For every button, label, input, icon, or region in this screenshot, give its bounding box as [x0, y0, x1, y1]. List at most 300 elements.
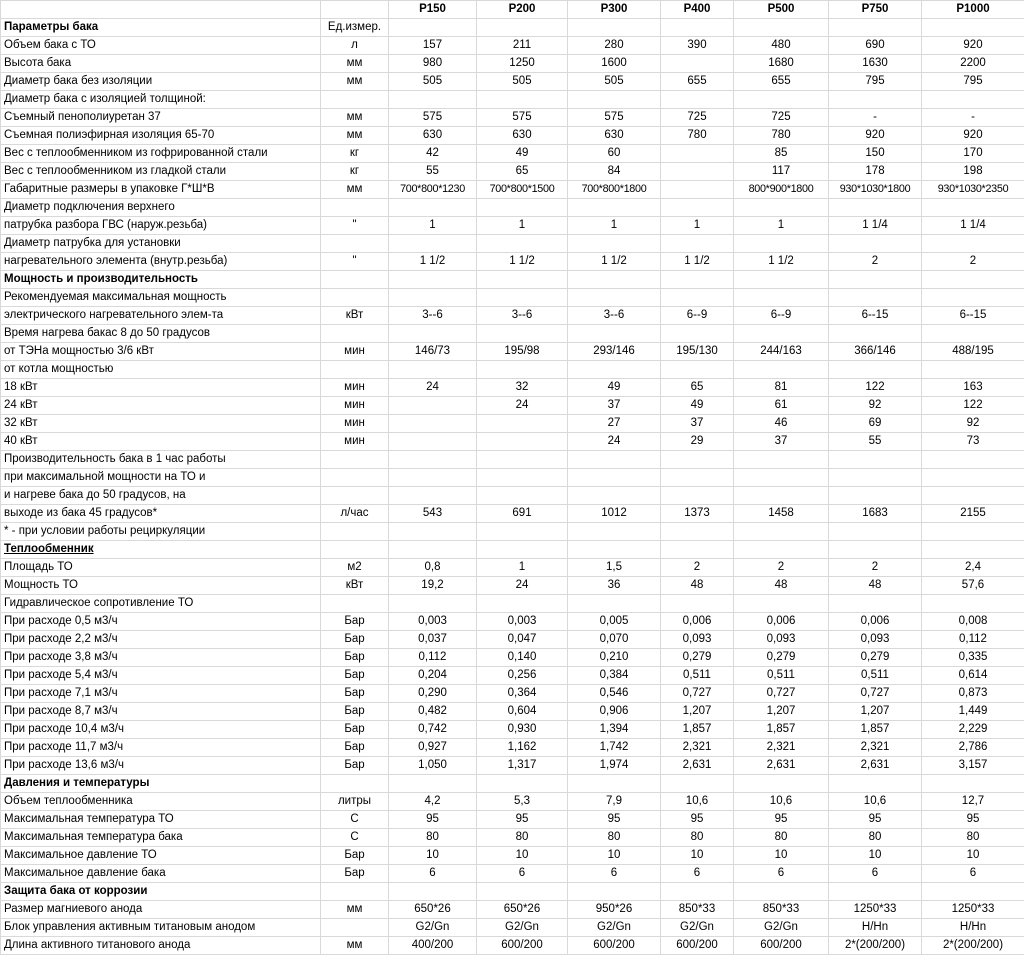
value-cell: 0,384 [568, 667, 661, 685]
value-cell: 1,394 [568, 721, 661, 739]
value-cell [568, 271, 661, 289]
value-cell: 2*(200/200) [922, 937, 1024, 955]
parameter-label-cell [1, 829, 321, 847]
value-cell: 24 [568, 433, 661, 451]
parameter-label-cell [1, 361, 321, 379]
value-cell [661, 469, 734, 487]
value-cell: G2/Gn [389, 919, 477, 937]
parameter-label: выходе из бака 45 градусов* [4, 507, 158, 519]
header-blank-cell [1, 1, 321, 19]
value-cell [734, 595, 829, 613]
parameter-label: Вес с теплообменником из гофрированной стали [4, 147, 268, 159]
section-header-row [1, 541, 1024, 559]
value-cell [477, 487, 568, 505]
value-cell [568, 451, 661, 469]
value-cell [477, 19, 568, 37]
parameter-label: Диаметр подключения верхнего [4, 201, 175, 213]
section-title-cell [1, 541, 321, 559]
table-row [1, 919, 1024, 937]
value-cell: 195/98 [477, 343, 568, 361]
value-cell [389, 487, 477, 505]
parameter-label: Диаметр бака без изоляции [4, 75, 153, 87]
value-cell: 19,2 [389, 577, 477, 595]
value-cell: 0,279 [829, 649, 922, 667]
value-cell: 10 [922, 847, 1024, 865]
parameter-label: Вес с теплообменником из гладкой стали [4, 165, 227, 177]
unit-cell: л/час [321, 505, 389, 523]
unit-cell: кВт [321, 307, 389, 325]
section-title-cell [1, 883, 321, 901]
parameter-label-cell [1, 199, 321, 217]
value-cell [734, 235, 829, 253]
unit-cell: мм [321, 937, 389, 955]
value-cell: 366/146 [829, 343, 922, 361]
value-cell [829, 541, 922, 559]
value-cell: - [829, 109, 922, 127]
parameter-label: Объем бака с ТО [4, 39, 96, 51]
value-cell [734, 451, 829, 469]
value-cell [568, 469, 661, 487]
unit-cell [321, 487, 389, 505]
value-cell [829, 325, 922, 343]
value-cell: 95 [922, 811, 1024, 829]
parameter-label-cell [1, 451, 321, 469]
value-cell: 575 [477, 109, 568, 127]
value-cell [829, 235, 922, 253]
parameter-label-cell [1, 901, 321, 919]
value-cell [477, 523, 568, 541]
value-cell: 7,9 [568, 793, 661, 811]
value-cell: 80 [922, 829, 1024, 847]
value-cell: 81 [734, 379, 829, 397]
unit-cell: кВт [321, 577, 389, 595]
value-cell [734, 541, 829, 559]
value-cell: 95 [477, 811, 568, 829]
unit-cell: Бар [321, 649, 389, 667]
parameter-label-cell [1, 289, 321, 307]
parameter-label: от котла мощностью [4, 363, 114, 375]
parameter-label-cell [1, 433, 321, 451]
table-row [1, 901, 1024, 919]
value-cell: 80 [389, 829, 477, 847]
table-row [1, 217, 1024, 235]
value-cell: G2/Gn [568, 919, 661, 937]
value-cell [829, 883, 922, 901]
value-cell: 10,6 [661, 793, 734, 811]
value-cell: 0,727 [734, 685, 829, 703]
table-row [1, 361, 1024, 379]
value-cell: 49 [477, 145, 568, 163]
value-cell [568, 289, 661, 307]
value-cell: 1 1/4 [922, 217, 1024, 235]
value-cell [829, 451, 922, 469]
value-cell: 600/200 [568, 937, 661, 955]
value-cell [477, 91, 568, 109]
value-cell: 930*1030*2350 [922, 181, 1024, 199]
unit-cell: Бар [321, 667, 389, 685]
value-cell: 80 [568, 829, 661, 847]
table-row [1, 325, 1024, 343]
value-cell [661, 181, 734, 199]
value-cell: 1,857 [829, 721, 922, 739]
table-row [1, 307, 1024, 325]
value-cell [829, 469, 922, 487]
value-cell: 0,727 [829, 685, 922, 703]
value-cell: 1 1/2 [568, 253, 661, 271]
value-cell: 600/200 [734, 937, 829, 955]
value-cell: 0,204 [389, 667, 477, 685]
value-cell [661, 487, 734, 505]
header-row [1, 1, 1024, 19]
model-header-cell: Р300 [568, 1, 661, 19]
unit-cell: мин [321, 379, 389, 397]
value-cell: 211 [477, 37, 568, 55]
parameter-label-cell [1, 793, 321, 811]
value-cell [829, 289, 922, 307]
unit-cell: С [321, 811, 389, 829]
value-cell: 69 [829, 415, 922, 433]
value-cell: 6 [568, 865, 661, 883]
parameter-label-cell [1, 811, 321, 829]
value-cell: 1012 [568, 505, 661, 523]
parameter-label: Максимальное давление бака [4, 867, 166, 879]
value-cell [389, 361, 477, 379]
table-row [1, 181, 1024, 199]
value-cell: 0,364 [477, 685, 568, 703]
parameter-label-cell [1, 919, 321, 937]
value-cell [389, 883, 477, 901]
value-cell [477, 541, 568, 559]
parameter-label-cell [1, 379, 321, 397]
value-cell [829, 91, 922, 109]
value-cell: 2200 [922, 55, 1024, 73]
value-cell: 48 [734, 577, 829, 595]
table-row [1, 703, 1024, 721]
value-cell [477, 271, 568, 289]
value-cell: 795 [922, 73, 1024, 91]
value-cell: 630 [568, 127, 661, 145]
parameter-label-cell [1, 415, 321, 433]
value-cell: 1 [734, 217, 829, 235]
value-cell: 0,140 [477, 649, 568, 667]
value-cell: 0,279 [734, 649, 829, 667]
value-cell: 1,449 [922, 703, 1024, 721]
value-cell [922, 487, 1024, 505]
table-row [1, 145, 1024, 163]
value-cell: 10,6 [829, 793, 922, 811]
value-cell [477, 289, 568, 307]
value-cell [922, 775, 1024, 793]
value-cell: 480 [734, 37, 829, 55]
table-row [1, 397, 1024, 415]
parameter-label-cell [1, 145, 321, 163]
table-row [1, 37, 1024, 55]
value-cell: G2/Gn [734, 919, 829, 937]
value-cell: 57,6 [922, 577, 1024, 595]
value-cell: 1,317 [477, 757, 568, 775]
parameter-label: Гидравлическое сопротивление ТО [4, 597, 194, 609]
parameter-label-cell [1, 181, 321, 199]
value-cell [389, 451, 477, 469]
value-cell [922, 451, 1024, 469]
parameter-label-cell [1, 307, 321, 325]
value-cell: 29 [661, 433, 734, 451]
parameter-label-cell [1, 487, 321, 505]
parameter-label-cell [1, 253, 321, 271]
value-cell [389, 415, 477, 433]
parameter-label-cell [1, 685, 321, 703]
parameter-label-cell [1, 163, 321, 181]
unit-cell: " [321, 253, 389, 271]
table-row [1, 793, 1024, 811]
unit-cell: мм [321, 73, 389, 91]
value-cell: 0,093 [829, 631, 922, 649]
value-cell: 2,321 [829, 739, 922, 757]
value-cell [661, 289, 734, 307]
parameter-label: Высота бака [4, 57, 72, 69]
table-row [1, 73, 1024, 91]
value-cell: 650*26 [477, 901, 568, 919]
parameter-label: Площадь ТО [4, 561, 73, 573]
value-cell: 84 [568, 163, 661, 181]
value-cell [734, 289, 829, 307]
value-cell [568, 235, 661, 253]
value-cell: 6--15 [829, 307, 922, 325]
value-cell: 795 [829, 73, 922, 91]
value-cell: 3,157 [922, 757, 1024, 775]
value-cell: 6 [477, 865, 568, 883]
value-cell [922, 289, 1024, 307]
value-cell: 725 [734, 109, 829, 127]
parameter-label: При расходе 7,1 м3/ч [4, 687, 118, 699]
value-cell: 920 [829, 127, 922, 145]
unit-cell [321, 883, 389, 901]
section-title-cell [1, 271, 321, 289]
parameter-label: и нагреве бака до 50 градусов, на [4, 489, 186, 501]
section-title-cell [1, 775, 321, 793]
value-cell: 92 [829, 397, 922, 415]
value-cell: 390 [661, 37, 734, 55]
parameter-label-cell [1, 739, 321, 757]
value-cell [922, 91, 1024, 109]
unit-cell: м2 [321, 559, 389, 577]
section-header-row [1, 271, 1024, 289]
unit-cell [321, 469, 389, 487]
value-cell: 10 [829, 847, 922, 865]
value-cell: 1,857 [661, 721, 734, 739]
value-cell [568, 541, 661, 559]
value-cell: 0,742 [389, 721, 477, 739]
value-cell [661, 451, 734, 469]
value-cell [389, 199, 477, 217]
value-cell [389, 595, 477, 613]
parameter-label: Максимальная температура ТО [4, 813, 174, 825]
value-cell: 195/130 [661, 343, 734, 361]
table-row [1, 469, 1024, 487]
value-cell: 0,005 [568, 613, 661, 631]
value-cell [389, 397, 477, 415]
value-cell: 0,093 [734, 631, 829, 649]
value-cell [661, 361, 734, 379]
value-cell: 2 [829, 253, 922, 271]
value-cell [829, 595, 922, 613]
value-cell: 1373 [661, 505, 734, 523]
parameter-label-cell [1, 397, 321, 415]
unit-cell: мин [321, 415, 389, 433]
value-cell: 630 [389, 127, 477, 145]
unit-cell: Бар [321, 703, 389, 721]
unit-cell: мм [321, 109, 389, 127]
parameter-label-cell [1, 577, 321, 595]
value-cell [922, 325, 1024, 343]
value-cell: 0,8 [389, 559, 477, 577]
parameter-label: При расходе 3,8 м3/ч [4, 651, 118, 663]
unit-cell [321, 919, 389, 937]
value-cell: 1,050 [389, 757, 477, 775]
value-cell: 55 [389, 163, 477, 181]
value-cell [661, 55, 734, 73]
value-cell: 1250 [477, 55, 568, 73]
value-cell: 80 [477, 829, 568, 847]
value-cell: 650*26 [389, 901, 477, 919]
value-cell: 850*33 [734, 901, 829, 919]
value-cell: 575 [389, 109, 477, 127]
value-cell: 0,335 [922, 649, 1024, 667]
value-cell: 0,006 [661, 613, 734, 631]
value-cell: 27 [568, 415, 661, 433]
value-cell [829, 361, 922, 379]
value-cell [922, 199, 1024, 217]
value-cell: 6 [661, 865, 734, 883]
value-cell [661, 235, 734, 253]
unit-cell [321, 325, 389, 343]
unit-cell: С [321, 829, 389, 847]
value-cell: 0,927 [389, 739, 477, 757]
unit-cell [321, 451, 389, 469]
parameter-label-cell [1, 37, 321, 55]
table-row [1, 163, 1024, 181]
value-cell [661, 145, 734, 163]
value-cell: 146/73 [389, 343, 477, 361]
value-cell: 37 [568, 397, 661, 415]
value-cell [389, 523, 477, 541]
parameter-label: 32 кВт [4, 417, 38, 429]
table-row [1, 613, 1024, 631]
header-unit-cell [321, 1, 389, 19]
value-cell [389, 541, 477, 559]
value-cell: 2,4 [922, 559, 1024, 577]
parameter-label: При расходе 2,2 м3/ч [4, 633, 118, 645]
value-cell [734, 199, 829, 217]
value-cell [734, 775, 829, 793]
value-cell [922, 271, 1024, 289]
table-row [1, 577, 1024, 595]
value-cell: 12,7 [922, 793, 1024, 811]
value-cell [568, 775, 661, 793]
model-header-cell: Р1000 [922, 1, 1024, 19]
value-cell: 61 [734, 397, 829, 415]
table-row [1, 379, 1024, 397]
value-cell: 2,786 [922, 739, 1024, 757]
unit-cell: л [321, 37, 389, 55]
value-cell: 37 [661, 415, 734, 433]
value-cell: 2,631 [829, 757, 922, 775]
parameter-label: Максимальное давление ТО [4, 849, 157, 861]
value-cell: 0,210 [568, 649, 661, 667]
value-cell: 6--15 [922, 307, 1024, 325]
value-cell: 3--6 [568, 307, 661, 325]
value-cell: 1,207 [829, 703, 922, 721]
value-cell [922, 361, 1024, 379]
unit-cell: мин [321, 397, 389, 415]
unit-cell [321, 541, 389, 559]
value-cell [661, 523, 734, 541]
value-cell: 178 [829, 163, 922, 181]
value-cell: 0,873 [922, 685, 1024, 703]
parameter-label: Съемная полиэфирная изоляция 65-70 [4, 129, 215, 141]
value-cell: 1 [568, 217, 661, 235]
value-cell: 24 [389, 379, 477, 397]
value-cell [477, 361, 568, 379]
value-cell: 122 [922, 397, 1024, 415]
value-cell [661, 541, 734, 559]
value-cell [661, 19, 734, 37]
value-cell: 1680 [734, 55, 829, 73]
value-cell [477, 415, 568, 433]
value-cell: 1600 [568, 55, 661, 73]
value-cell: 2,229 [922, 721, 1024, 739]
value-cell: 0,256 [477, 667, 568, 685]
table-row [1, 559, 1024, 577]
value-cell: 0,003 [389, 613, 477, 631]
parameter-label: 40 кВт [4, 435, 38, 447]
table-row [1, 415, 1024, 433]
value-cell [661, 595, 734, 613]
unit-cell: Бар [321, 721, 389, 739]
value-cell: 0,546 [568, 685, 661, 703]
value-cell: 630 [477, 127, 568, 145]
value-cell: 930*1030*1800 [829, 181, 922, 199]
section-header-row [1, 775, 1024, 793]
value-cell: G2/Gn [661, 919, 734, 937]
value-cell: 800*900*1800 [734, 181, 829, 199]
value-cell: 600/200 [477, 937, 568, 955]
parameter-label: Блок управления активным титановым анодом [4, 921, 256, 933]
parameter-label: Диаметр патрубка для установки [4, 237, 181, 249]
table-row [1, 127, 1024, 145]
value-cell: 37 [734, 433, 829, 451]
value-cell: 600/200 [661, 937, 734, 955]
unit-cell: мм [321, 181, 389, 199]
parameter-label: * - при условии работы рециркуляции [4, 525, 206, 537]
value-cell: 280 [568, 37, 661, 55]
value-cell: 1 1/2 [477, 253, 568, 271]
value-cell: 1,162 [477, 739, 568, 757]
value-cell: 48 [661, 577, 734, 595]
value-cell [389, 91, 477, 109]
value-cell [734, 523, 829, 541]
value-cell: 2 [734, 559, 829, 577]
value-cell: 400/200 [389, 937, 477, 955]
unit-cell: Бар [321, 631, 389, 649]
value-cell: 6--9 [661, 307, 734, 325]
value-cell: 2 [922, 253, 1024, 271]
value-cell: 543 [389, 505, 477, 523]
model-header-cell: Р750 [829, 1, 922, 19]
parameter-label: патрубка разбора ГВС (наруж.резьба) [4, 219, 207, 231]
table-row [1, 631, 1024, 649]
value-cell [922, 883, 1024, 901]
